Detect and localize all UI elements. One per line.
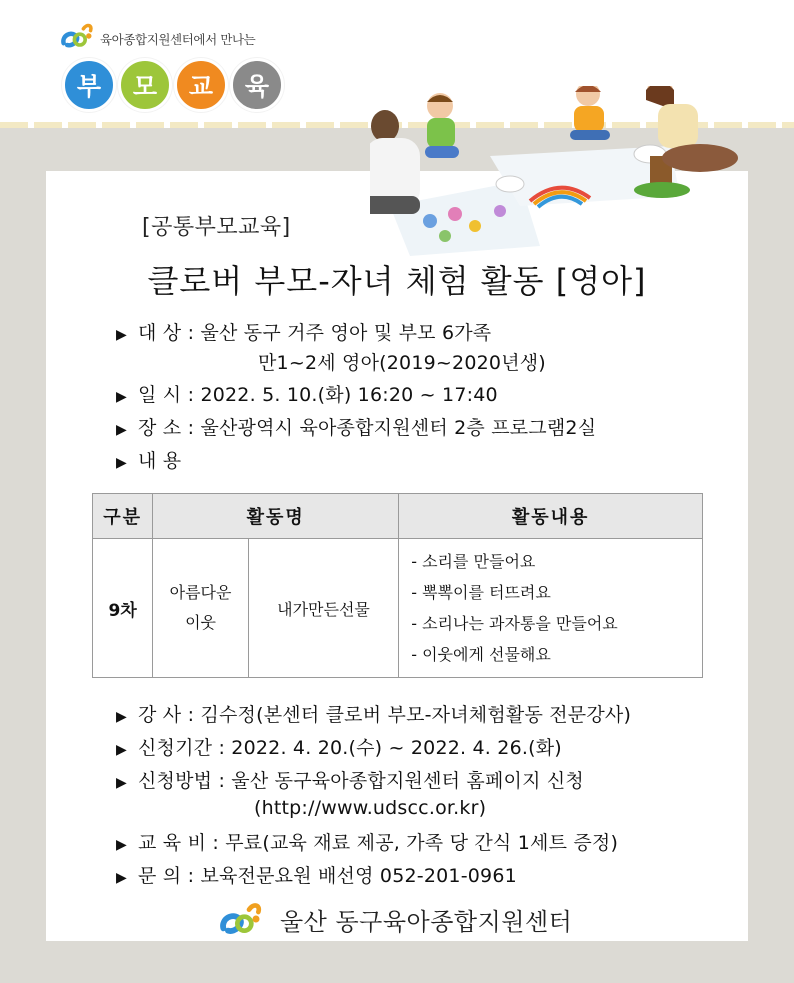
- contents-cell: [399, 539, 703, 678]
- info-method: [116, 766, 584, 793]
- header-subtitle-text: 육아종합지원센터에서 만나는: [100, 32, 256, 47]
- col-header-session: 구분: [93, 494, 153, 539]
- info-target: [116, 318, 491, 345]
- bullet-icon: ▶: [116, 327, 127, 343]
- family-painting-illustration: [370, 86, 790, 256]
- place-label: 장 소 :: [138, 417, 201, 439]
- info-contact: [116, 861, 517, 888]
- list-item: - 뽁뽁이를 터뜨려요: [411, 583, 551, 602]
- program-category: [공통부모교육]: [142, 215, 291, 240]
- info-content: [116, 446, 181, 473]
- col-header-activity-name: 활동명: [153, 494, 399, 539]
- activity-table: [92, 493, 703, 678]
- method-label: 신청방법 :: [138, 770, 232, 792]
- target-label: 대 상 :: [138, 322, 201, 344]
- info-place: [116, 413, 596, 440]
- footer-org-name: 울산 동구육아종합지원센터: [280, 907, 573, 936]
- place-value: 울산광역시 육아종합지원센터 2층 프로그램2실: [200, 417, 597, 439]
- list-item: - 소리나는 과자통을 만들어요: [411, 614, 618, 633]
- target-value: 울산 동구 거주 영아 및 부모 6가족: [200, 322, 492, 344]
- content-label: 내 용: [138, 450, 182, 472]
- badge-char: 부: [62, 58, 116, 112]
- datetime-label: 일 시 :: [138, 384, 201, 406]
- bullet-icon: ▶: [116, 837, 127, 853]
- activity-cell: 내가만든선물: [248, 539, 398, 678]
- header-subtitle: [60, 18, 255, 54]
- info-fee: [116, 828, 618, 855]
- center-logo-icon: [210, 898, 274, 940]
- instructor-value: 김수정(본센터 클로버 부모-자녀체험활동 전문강사): [200, 704, 632, 726]
- info-period: [116, 733, 562, 760]
- method-url[interactable]: (http://www.udscc.or.kr): [254, 797, 487, 819]
- instructor-label: 강 사 :: [138, 704, 201, 726]
- parent-education-badges: [62, 58, 284, 112]
- badge-char: 교: [174, 58, 228, 112]
- info-datetime: [116, 380, 498, 407]
- fee-label: 교 육 비 :: [138, 832, 226, 854]
- bullet-icon: ▶: [116, 422, 127, 438]
- badge-char: 육: [230, 58, 284, 112]
- fee-value: 무료(교육 재료 제공, 가족 당 간식 1세트 증정): [225, 832, 619, 854]
- session-cell: 9차: [93, 539, 153, 678]
- bullet-icon: ▶: [116, 775, 127, 791]
- center-logo-icon: [60, 19, 96, 53]
- table-row: [93, 539, 703, 678]
- method-value: 울산 동구육아종합지원센터 홈페이지 신청: [231, 770, 584, 792]
- info-instructor: [116, 700, 631, 727]
- contact-value: 보육전문요원 배선영 052-201-0961: [200, 865, 517, 887]
- info-target-detail: [258, 348, 546, 375]
- col-header-activity-content: 활동내용: [399, 494, 703, 539]
- datetime-value: 2022. 5. 10.(화) 16:20 ~ 17:40: [200, 384, 498, 406]
- bullet-icon: ▶: [116, 389, 127, 405]
- bullet-icon: ▶: [116, 709, 127, 725]
- badge-char: 모: [118, 58, 172, 112]
- list-item: - 이웃에게 선물해요: [411, 645, 551, 664]
- period-value: 2022. 4. 20.(수) ~ 2022. 4. 26.(화): [231, 737, 562, 759]
- target-value-2: 만1~2세 영아(2019~2020년생): [258, 352, 546, 374]
- bullet-icon: ▶: [116, 870, 127, 886]
- list-item: - 소리를 만들어요: [411, 552, 536, 571]
- bullet-icon: ▶: [116, 455, 127, 471]
- theme-cell: 아름다운 이웃: [153, 539, 249, 678]
- period-label: 신청기간 :: [138, 737, 232, 759]
- page-title: 클로버 부모-자녀 체험 활동 [영아]: [147, 262, 647, 300]
- contact-label: 문 의 :: [138, 865, 201, 887]
- footer-organization: [210, 898, 572, 940]
- bullet-icon: ▶: [116, 742, 127, 758]
- table-header-row: [93, 494, 703, 539]
- info-method-url: [254, 797, 486, 819]
